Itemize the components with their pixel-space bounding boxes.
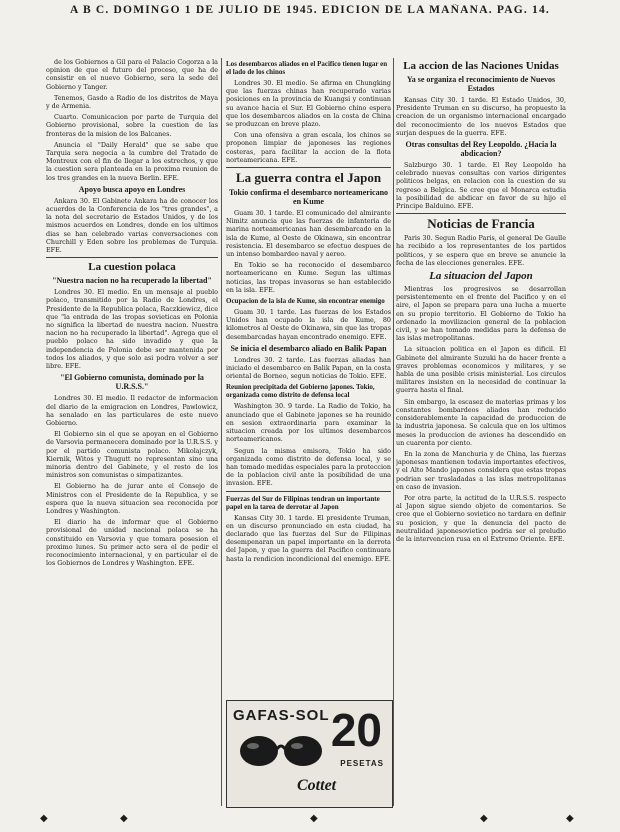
headline: Noticias de Francia (427, 216, 535, 232)
subheadline: "Nuestra nacion no ha recuperado la libertad" (52, 276, 212, 286)
article-paragraph: Segun la misma emisora, Tokio ha sido organizada como distrito de defensa local, y se han tomado medidas especiales para la proteccion de la poblacion civil ante la posibilidad de una invasion. EFE. (226, 446, 391, 488)
headline: La accion de las Naciones Unidas (403, 60, 559, 72)
headline: Se inicia el desembarco aliado en Balik Papan (230, 343, 387, 353)
article-paragraph: En la zona de Manchuria y de China, las fuerzas japonesas mantienen todavia importantes efectivos, y el Alto Mando japones considera que estas tropas podrian ser trasladadas a las islas metropolitanas en caso de invasion. (396, 449, 566, 491)
headline: Los desembarcos aliados en el Pacifico tienen lugar en el lado de los chinos (226, 60, 388, 76)
article-paragraph: Salzburgo 30. 1 tarde. El Rey Leopoldo ha celebrado nuevas consultas con varios dirigentes politicos belgas, en relacion con la cuestion de su regreso a Belgica. Se cree que el Monarca estudia la posibilidad de abdicar en favor de su hijo el Principe Balduino. EFE. (396, 161, 566, 211)
divider (396, 213, 566, 214)
article-paragraph: Londres 30. 2 tarde. Las fuerzas aliadas han iniciado el desembarco en Balik Papan, en la costa oriental de Borneo, segun noticias de Tokio. EFE. (226, 355, 391, 381)
sunglasses-advertisement (226, 700, 393, 808)
ad-logo: Cottet (297, 777, 337, 794)
sunglasses-icon (237, 729, 327, 773)
article-paragraph: Paris 30. Segun Radio Paris, el general De Gaulle ha recibido a los representantes de los partidos politicos, y se espera que en breve se anuncie la fecha de las elecciones generales. EFE. (396, 234, 566, 267)
article-paragraph: El Gobierno ha de jurar ante el Consejo de Ministros con el Presidente de la Republica, y se espera que la nueva situacion sea reconocida por Londres y Washington. (46, 482, 218, 515)
register-mark: ◆ (480, 813, 488, 824)
divider (226, 167, 391, 168)
article-paragraph: Mientras los progresivos se desarrollan persistentemente en el frente del Pacifico y en el aire, el Japon se prepara para una lucha a muerte en su propio territorio. El Gobierno de Tokio ha ordenado la movilizacion general de la poblacion civil, y se han tomado medidas para la defensa de las islas metropolitanas. (396, 285, 566, 343)
register-mark: ◆ (310, 813, 318, 824)
article-paragraph: Kansas City 30. 1 tarde. El presidente Truman, en un discurso pronunciado en esta ciudad, ha declarado que las fuerzas del Sur de Filipinas desempenaran un papel importante en la derrota del Japon, y que la guerra del Pacifico continuara hasta la rendicion incondicional del enemigo. EFE. (226, 513, 391, 563)
subheadline: Tokio confirma el desembarco norteamericano en Kume (228, 188, 389, 207)
ad-price: 20 (330, 704, 382, 756)
headline: Reunion precipitada del Gobierno japones. Tokio, organizada como distrito de defensa local (226, 383, 375, 400)
article-paragraph: Guam 30. 1 tarde. Las fuerzas de los Estados Unidos han ocupado la isla de Kume, 80 kilometros al Oeste de Okinawa, sin que las tropas desembarcadas hayan encontrado enemigo. EFE. (226, 308, 391, 341)
article-paragraph: Washington 30. 9 tarde. La Radio de Tokio, ha anunciado que el Gabinete japones se ha reunido en sesion extraordinaria para examinar la situacion creada por los ultimos desembarcos norteamericanos. (226, 402, 391, 444)
headline: La guerra contra el Japon (235, 170, 382, 186)
column-middle (226, 58, 391, 696)
article-paragraph: Tenemos, Gasdo a Radio de los distritos de Maya y de Armenia. (46, 93, 218, 111)
headline: La cuestion polaca (88, 261, 176, 274)
headline: La situacion del Japon (429, 270, 533, 283)
article-paragraph: Londres 30. El medio. En un mensaje al pueblo polaco, transmitido por la Radio de Londres, el Presidente de la Republica polaca, Raczkiewicz, dice que "la entrada de las tropas sovieticas en Polonia no significa la libertad de nuestra nacion. Nuestra nacion no ha recuperado la libertad". Agrega que el pueblo polaco ha sido invadido y que la independencia de Polonia debe ser mantenida por todos los aliados, y que solo asi podra volver a ser libre. EFE. (46, 288, 218, 371)
article-paragraph: Londres 30. El medio. Il redactor de informacion del diario de la emigracion en Londres, Pawlowicz, ha senalado en las particulares de este nuevo Gobierno. (46, 394, 218, 427)
divider (46, 257, 218, 258)
article-paragraph: La situacion politica en el Japon es dificil. El Gabinete del almirante Suzuki ha de hacer frente a graves problemas economicos y militares, y se habla de una posible crisis ministerial. Los circulos militares insisten en la necesidad de continuar la guerra hasta el final. (396, 345, 566, 395)
article-paragraph: El diario ha de informar que el Gobierno provisional de unidad nacional polaca se ha constituido en Varsovia y que tomara posesion el proximo lunes. Su primer acto sera el de pedir el reconocimiento internacional, y en particular el de los Gobiernos de Londres y Washington. EFE. (46, 518, 218, 568)
register-mark: ◆ (120, 813, 128, 824)
divider (226, 491, 391, 492)
article-paragraph: Ankara 30. El Gabinete Ankara ha de conocer los acuerdos de la Conferencia de los "tres grandes", a la nota del secretario de Estados Unidos, y de los mismos acuerdos en Londres, donde en los ultimos dias se han celebrado varias conversaciones con Churchill y Eden sobre los problemas de Turquia. EFE. (46, 196, 218, 255)
article-paragraph: Londres 30. El medio. Se afirma en Chungking que las fuerzas chinas han recuperado varias posiciones en la provincia de Kuangsi y continuan su avance hacia el Sur. El Gobierno chino espera que los desembarcos aliados en la costa de China se produzcan en breve plazo. (226, 79, 391, 129)
subheadline: Ya se organiza el reconocimiento de Nuevos Estados (406, 75, 556, 93)
article-paragraph: Kansas City 30. 1 tarde. El Estado Unidos, 30, Presidente Truman en su discurso, ha propuesto la creacion de un organismo internacional encargado del reconocimiento de los nuevos Estados que surjan despues de la guerra. EFE. (396, 96, 566, 137)
headline: Otras consultas del Rey Leopoldo. ¿Hacia la abdicacion? (405, 140, 557, 159)
column-rule (221, 58, 222, 806)
running-head: A B C. DOMINGO 1 DE JULIO DE 1945. EDICION DE LA MAÑANA. PAG. 14. (70, 4, 550, 16)
register-mark: ◆ (566, 813, 574, 824)
article-paragraph: Sin embargo, la escasez de materias primas y los constantes bombardeos aliados han reducido considerablemente la capacidad de produccion de la industria japonesa. Se calcula que en los ultimos meses la produccion de aviones ha descendido en un cuarenta por ciento. (396, 397, 566, 447)
article-paragraph: Por otra parte, la actitud de la U.R.S.S. respecto al Japon sigue siendo objeto de comentarios. Se cree que el Gobierno sovietico no tardara en definir su posicion, y que la denuncia del pacto de neutralidad japonesovietico podria ser el preludio de la intervencion rusa en el Extremo Oriente. EFE. (396, 493, 566, 543)
column-rule (393, 58, 394, 806)
article-paragraph: Guam 30. 1 tarde. El comunicado del almirante Nimitz anuncia que las fuerzas de infanteria de marina norteamericanas han desembarcado en la isla de Kume, al Oeste de Okinawa, sin encontrar resistencia. El desembarco se efectuo despues de un intenso bombardeo naval y aereo. (226, 209, 391, 259)
column-right (396, 58, 566, 818)
article-paragraph: Cuarto. Comunicacion por parte de Turquia del Gobierno provisional, sobre la cuestion de las fronteras de la mision de los Balcanes. (46, 113, 218, 138)
headline: Ocupacion de la isla de Kume, sin encontrar enemigo (226, 297, 385, 306)
headline: "El Gobierno comunista, dominado por la U.R.S.S." (60, 373, 204, 392)
headline: Fuerzas del Sur de Filipinas tendran un importante papel en la tarea de derrotar al Japon (226, 494, 380, 511)
headline: Apoyo busca apoyo en Londres (78, 184, 186, 194)
article-paragraph: Con una ofensiva a gran escala, los chinos se proponen limpiar de japoneses las regiones costeras, para facilitar la accion de la flota norteamericana. EFE. (226, 131, 391, 164)
column-left (46, 58, 218, 818)
register-mark: ◆ (40, 813, 48, 824)
ad-brand: GAFAS-SOL (233, 707, 330, 724)
article-paragraph: Anuncia el "Daily Herald" que se sabe que Tarquia sera negocia a la cumbre del Tratado de Montreux con el fin de llegar a los estrechos, y que la cuestion sera planteada en la proxima reunion de los tres grandes en la nueva Berlin. EFE. (46, 140, 218, 182)
article-paragraph: de los Gobiernos a Gil para el Palacio Cogorza a la opinion de que el futuro del proceso, que ha de consistir en el nuevo Gobierno, sera la sede del Gobierno y Tanger. (46, 58, 218, 91)
ad-price-unit: PESETAS (340, 759, 384, 768)
article-paragraph: El Gobierno sin el que se apoyan en el Gobierno de Varsovia permanecera dominado por la U.R.S.S. y por el partido comunista polaco. Mikolajczyk, Kiernik, Witos y Thugutt no representan sino una minoria dentro del Gabinete, y el resto de los ministros son comunistas o simpatizantes. (46, 430, 218, 480)
article-paragraph: En Tokio se ha reconocido el desembarco norteamericano en Kume. Segun las ultimas noticias, las tropas invasoras se han establecido en la isla. EFE. (226, 261, 391, 294)
